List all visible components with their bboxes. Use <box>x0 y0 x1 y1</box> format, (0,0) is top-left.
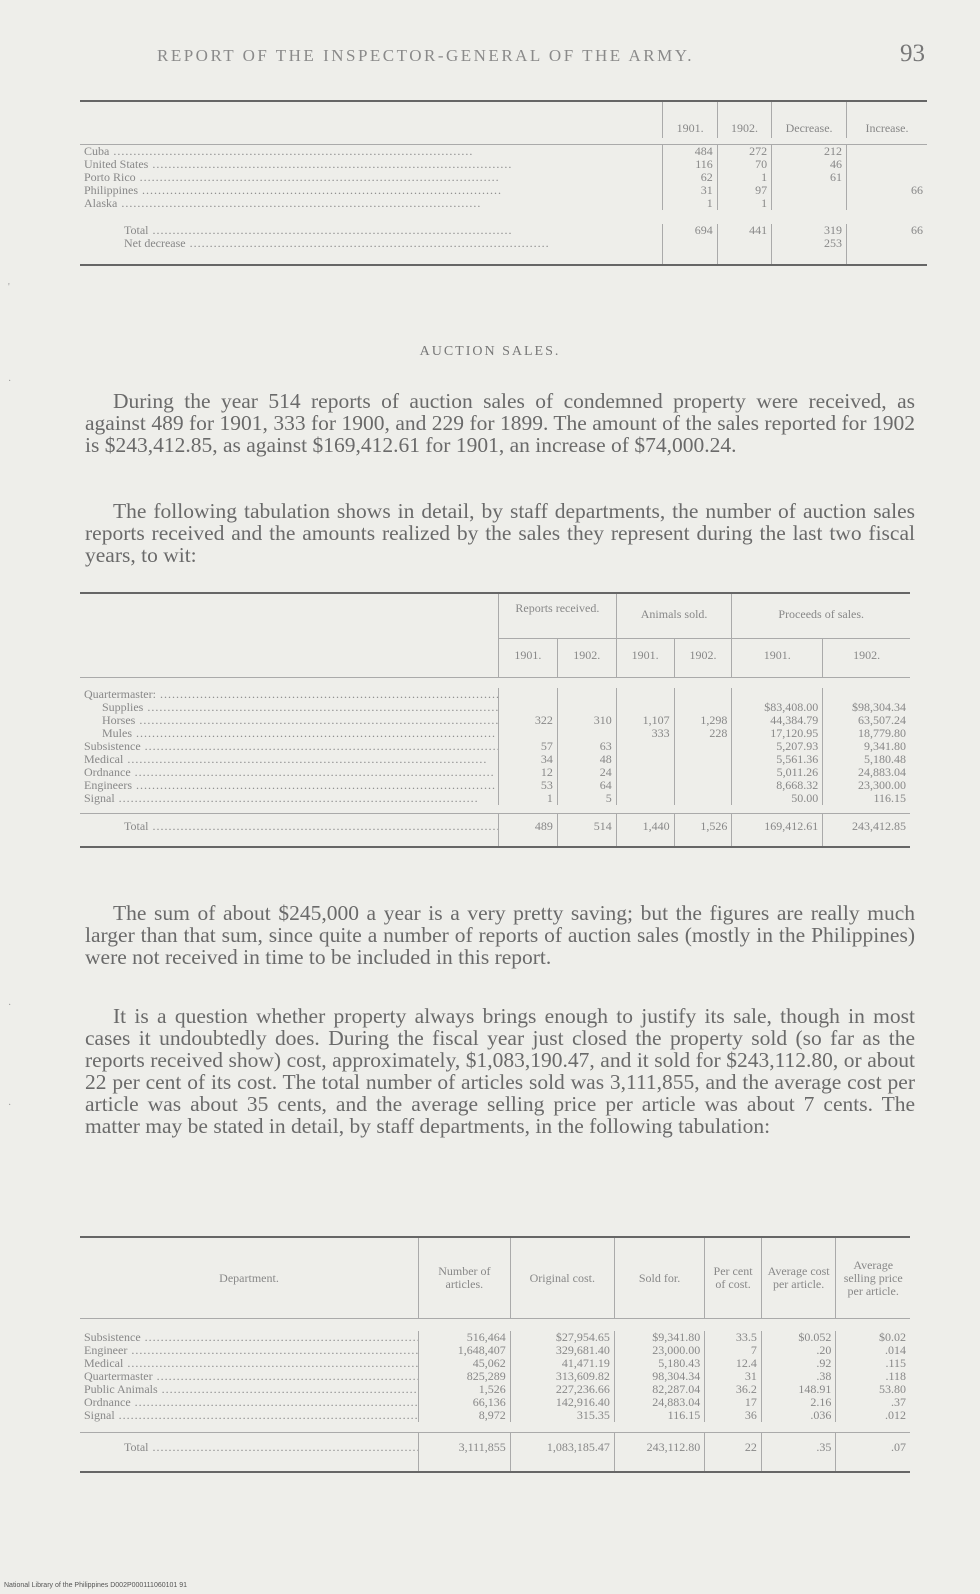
margin-mark: · <box>8 1100 12 1111</box>
cell-value: 142,916.40 <box>510 1396 614 1409</box>
cell-value: 322 <box>499 714 558 727</box>
paragraph-text: During the year 514 reports of auction sales of condemned property were received, as against 489 for 1901, 333 for 1900, and 229 for 1899. The amount of the sales reported for 1902 is $243,412.85, as against $169,412.61 for 1901, an increase of $74,000.24. <box>85 389 915 457</box>
cell-value: .014 <box>836 1344 910 1357</box>
table-row <box>80 171 927 184</box>
paragraph <box>85 1005 915 1137</box>
cell-value <box>616 753 674 766</box>
cell-value: 17 <box>705 1396 762 1409</box>
cell-value <box>674 688 732 701</box>
table-decrease-increase <box>80 100 927 266</box>
group-header: Proceeds of sales. <box>732 593 910 639</box>
cell-value <box>616 688 674 701</box>
cell-value: 329,681.40 <box>510 1344 614 1357</box>
cell-value <box>663 237 717 265</box>
cell-value: 1,526 <box>674 814 732 848</box>
cell-value <box>674 779 732 792</box>
cell-value: 5,561.36 <box>732 753 823 766</box>
section-title: AUCTION SALES. <box>419 344 561 359</box>
sub-header: 1901. <box>616 639 674 678</box>
cell-value: 694 <box>663 224 717 237</box>
paragraph-text: It is a question whether property always brings enough to justify its sale, though in most cases it undoubtedly does. During the fiscal year just closed the property sold (so far as the reports received show) cost, approximately, $1,083,190.47, and it sold for $243,112.80, or about 22 per cent of its cost. The total number of articles sold was 3,111,855, and the average cost per article was about 35 cents, and the average selling price per article was about 7 cents. The matter may be stated in detail, by staff departments, in the following tabulation: <box>85 1004 915 1138</box>
row-label: Total ..... <box>80 224 663 237</box>
cell-value: .118 <box>836 1370 910 1383</box>
cell-value: 48 <box>557 753 616 766</box>
row-label: Porto Rico ..... <box>80 171 663 184</box>
row-label: Engineer ..... <box>80 1344 419 1357</box>
cell-value: 57 <box>499 740 558 753</box>
col-header: Number of articles. <box>419 1237 511 1319</box>
col-header: Department. <box>219 1270 279 1285</box>
cell-value: 34 <box>499 753 558 766</box>
cell-value <box>846 197 927 210</box>
cell-value: 116.15 <box>614 1409 704 1422</box>
cell-value <box>674 740 732 753</box>
row-label: Medical ..... <box>80 753 499 766</box>
cell-value: 253 <box>772 237 847 265</box>
row-label: Quartermaster: ..... <box>80 688 499 701</box>
cell-value: 227,236.66 <box>510 1383 614 1396</box>
cell-value: 23,300.00 <box>823 779 910 792</box>
row-label: Ordnance ..... <box>80 766 499 779</box>
cell-value: $83,408.00 <box>732 701 823 714</box>
cell-value <box>846 145 927 159</box>
row-label: Mules ..... <box>80 727 499 740</box>
cell-value: 24,883.04 <box>823 766 910 779</box>
table-department-costs <box>80 1236 910 1473</box>
cell-value: 18,779.80 <box>823 727 910 740</box>
cell-value: 33.5 <box>705 1331 762 1344</box>
row-label: Total ..... <box>80 814 499 848</box>
running-head: REPORT OF THE INSPECTOR-GENERAL OF THE ARMY. <box>157 46 695 65</box>
paragraph <box>85 390 915 456</box>
cell-value: 243,412.85 <box>823 814 910 848</box>
cell-value: 61 <box>772 171 847 184</box>
cell-value <box>674 766 732 779</box>
row-label: Subsistence ..... <box>80 740 499 753</box>
row-label: Horses ..... <box>80 714 499 727</box>
cell-value: $9,341.80 <box>614 1331 704 1344</box>
sub-header: 1902. <box>557 639 616 678</box>
row-label: Net decrease ..... <box>80 237 663 265</box>
row-label: Signal ..... <box>80 1409 419 1422</box>
cell-value: 315.35 <box>510 1409 614 1422</box>
cell-value: $27,954.65 <box>510 1331 614 1344</box>
cell-value: 1,440 <box>616 814 674 848</box>
cell-value: 516,464 <box>419 1331 511 1344</box>
col-header: Increase. <box>846 101 927 138</box>
cell-value: 489 <box>499 814 558 848</box>
cell-value: 514 <box>557 814 616 848</box>
col-header: Sold for. <box>614 1237 704 1319</box>
cell-value: 5,011.26 <box>732 766 823 779</box>
cell-value: 53 <box>499 779 558 792</box>
net-row <box>80 237 927 265</box>
cell-value <box>616 779 674 792</box>
cell-value: 2.16 <box>761 1396 836 1409</box>
cell-value: 1 <box>717 171 771 184</box>
cell-value: 441 <box>717 224 771 237</box>
margin-mark: ' <box>8 282 10 293</box>
cell-value: 98,304.34 <box>614 1370 704 1383</box>
cell-value: 243,112.80 <box>614 1433 704 1473</box>
page-header <box>95 40 925 76</box>
margin-mark: · <box>8 376 12 387</box>
row-label: Cuba ..... <box>80 145 663 159</box>
cell-value: 70 <box>717 158 771 171</box>
sub-header: 1901. <box>499 639 558 678</box>
cell-value: .20 <box>761 1344 836 1357</box>
cell-value: 50.00 <box>732 792 823 805</box>
row-label: Ordnance ..... <box>80 1396 419 1409</box>
cell-value: 24,883.04 <box>614 1396 704 1409</box>
cell-value: 46 <box>772 158 847 171</box>
row-label: Philippines ..... <box>80 184 663 197</box>
cell-value: 12 <box>499 766 558 779</box>
cell-value: 44,384.79 <box>732 714 823 727</box>
cell-value: 31 <box>663 184 717 197</box>
margin-mark: · <box>8 1000 12 1011</box>
total-row <box>80 224 927 237</box>
row-label: Total ..... <box>80 1433 419 1473</box>
cell-value: 66 <box>846 224 927 237</box>
table-auction-sales <box>80 592 910 848</box>
table-row <box>80 779 910 792</box>
cell-value: 63,507.24 <box>823 714 910 727</box>
row-label: Subsistence ..... <box>80 1331 419 1344</box>
cell-value: 5,180.43 <box>614 1357 704 1370</box>
cell-value: 228 <box>674 727 732 740</box>
cell-value: 319 <box>772 224 847 237</box>
cell-value: 36 <box>705 1409 762 1422</box>
paragraph <box>85 902 915 968</box>
paragraph <box>85 500 915 566</box>
cell-value: 97 <box>717 184 771 197</box>
cell-value: 3,111,855 <box>419 1433 511 1473</box>
cell-value: 310 <box>557 714 616 727</box>
cell-value: .92 <box>761 1357 836 1370</box>
cell-value: 9,341.80 <box>823 740 910 753</box>
sub-header: 1901. <box>732 639 823 678</box>
cell-value: .036 <box>761 1409 836 1422</box>
cell-value: 116.15 <box>823 792 910 805</box>
cell-value: .38 <box>761 1370 836 1383</box>
cell-value <box>772 184 847 197</box>
cell-value: .35 <box>761 1433 836 1473</box>
cell-value: 5 <box>557 792 616 805</box>
paragraph-text: The sum of about $245,000 a year is a very pretty saving; but the figures are really much larger than that sum, since quite a number of reports of auction sales (mostly in the Philippines) were not received in time to be included in this report. <box>85 901 915 969</box>
cell-value <box>616 740 674 753</box>
row-label: Alaska ..... <box>80 197 663 210</box>
cell-value: .115 <box>836 1357 910 1370</box>
cell-value <box>846 237 927 265</box>
cell-value: 8,668.32 <box>732 779 823 792</box>
cell-value: .07 <box>836 1433 910 1473</box>
cell-value: $0.052 <box>761 1331 836 1344</box>
cell-value: 1,648,407 <box>419 1344 511 1357</box>
cell-value: 82,287.04 <box>614 1383 704 1396</box>
cell-value: 1 <box>663 197 717 210</box>
cell-value: 23,000.00 <box>614 1344 704 1357</box>
cell-value: 1,526 <box>419 1383 511 1396</box>
paragraph-text: The following tabulation shows in detail, by staff departments, the number of auction sales reports received and the amounts realized by the sales they represent during the last two fiscal years, to wit: <box>85 499 915 567</box>
row-label: Public Animals ..... <box>80 1383 419 1396</box>
cell-value: .012 <box>836 1409 910 1422</box>
row-label: Quartermaster ..... <box>80 1370 419 1383</box>
cell-value: 5,180.48 <box>823 753 910 766</box>
page-number: 93 <box>900 40 925 67</box>
cell-value: 63 <box>557 740 616 753</box>
cell-value: 333 <box>616 727 674 740</box>
col-header: Original cost. <box>510 1237 614 1319</box>
cell-value: 1 <box>499 792 558 805</box>
cell-value: 36.2 <box>705 1383 762 1396</box>
cell-value: 212 <box>772 145 847 159</box>
cell-value <box>557 688 616 701</box>
table-row <box>80 197 927 210</box>
col-header: Average cost per article. <box>761 1237 836 1319</box>
table-row <box>80 1409 910 1422</box>
cell-value: 22 <box>705 1433 762 1473</box>
cell-value: 41,471.19 <box>510 1357 614 1370</box>
cell-value: .37 <box>836 1396 910 1409</box>
cell-value: 825,289 <box>419 1370 511 1383</box>
cell-value <box>674 792 732 805</box>
table-row <box>80 158 927 171</box>
row-label: Medical ..... <box>80 1357 419 1370</box>
col-header: Decrease. <box>772 101 847 138</box>
cell-value: 5,207.93 <box>732 740 823 753</box>
cell-value <box>616 766 674 779</box>
cell-value: 116 <box>663 158 717 171</box>
cell-value: 12.4 <box>705 1357 762 1370</box>
total-row <box>80 1433 910 1473</box>
table-row <box>80 184 927 197</box>
cell-value: $98,304.34 <box>823 701 910 714</box>
cell-value <box>717 237 771 265</box>
cell-value <box>616 792 674 805</box>
row-label: United States ..... <box>80 158 663 171</box>
sub-header: 1902. <box>674 639 732 678</box>
cell-value <box>772 197 847 210</box>
cell-value <box>674 753 732 766</box>
col-header: Per cent of cost. <box>705 1237 762 1319</box>
cell-value: 1,107 <box>616 714 674 727</box>
total-row <box>80 814 910 848</box>
cell-value: 24 <box>557 766 616 779</box>
cell-value: 313,609.82 <box>510 1370 614 1383</box>
cell-value: 7 <box>705 1344 762 1357</box>
group-header: Animals sold. <box>616 593 732 639</box>
cell-value: 1 <box>717 197 771 210</box>
cell-value: 17,120.95 <box>732 727 823 740</box>
cell-value: 272 <box>717 145 771 159</box>
cell-value: 62 <box>663 171 717 184</box>
cell-value: 484 <box>663 145 717 159</box>
table-row <box>80 145 927 159</box>
footer-note: National Library of the Philippines D002P000111060101 91 <box>4 1582 188 1589</box>
cell-value: 1,083,185.47 <box>510 1433 614 1473</box>
cell-value <box>846 158 927 171</box>
col-header: 1901. <box>663 101 717 138</box>
cell-value: 64 <box>557 779 616 792</box>
cell-value: 53.80 <box>836 1383 910 1396</box>
cell-value: 66 <box>846 184 927 197</box>
row-label: Signal ..... <box>80 792 499 805</box>
col-header: Average selling price per article. <box>836 1237 910 1319</box>
cell-value: 148.91 <box>761 1383 836 1396</box>
cell-value: 66,136 <box>419 1396 511 1409</box>
cell-value <box>499 688 558 701</box>
cell-value: 45,062 <box>419 1357 511 1370</box>
cell-value: 31 <box>705 1370 762 1383</box>
cell-value: $0.02 <box>836 1331 910 1344</box>
col-header: 1902. <box>717 101 771 138</box>
table-row <box>80 792 910 805</box>
cell-value: 169,412.61 <box>732 814 823 848</box>
group-header: Reports received. <box>499 593 617 639</box>
cell-value: 8,972 <box>419 1409 511 1422</box>
row-label: Supplies ..... <box>80 701 499 714</box>
sub-header: 1902. <box>823 639 910 678</box>
cell-value: 1,298 <box>674 714 732 727</box>
row-label: Engineers ..... <box>80 779 499 792</box>
